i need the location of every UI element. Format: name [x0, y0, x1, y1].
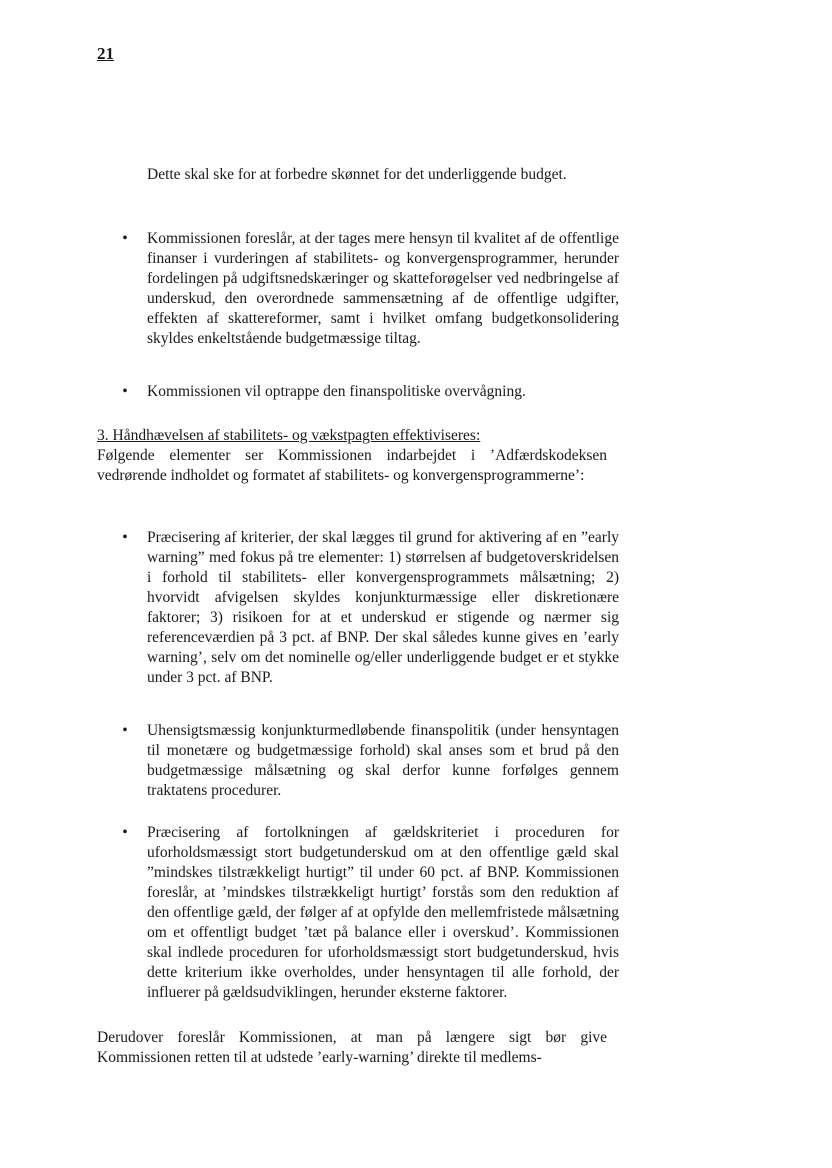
list-item-text: Uhensigtsmæssig konjunkturmedløbende finanspolitik (under hensyntagen til monetære og budgetmæssige forhold) skal anses som et brud på den budgetmæssige målsætning og skal derfor kunne forfølges gennem traktatens procedurer. — [147, 722, 619, 799]
closing-paragraph: Derudover foreslår Kommissionen, at man på længere sigt bør give Kommissionen retten til at udstede ’early-warning’ direkte til medlems- — [97, 1029, 607, 1066]
list-item — [122, 528, 619, 688]
section-intro-paragraph: Følgende elementer ser Kommissionen indarbejdet i ’Adfærdskodeksen vedrørende indholdet og formatet af stabilitets- og konvergensprogrammerne’: — [97, 447, 607, 484]
bullet-icon: • — [122, 722, 128, 739]
bullet-icon: • — [122, 230, 128, 247]
list-item-text: Kommissionen foreslår, at der tages mere hensyn til kvalitet af de offentlige finanser i vurderingen af stabilitets- og konvergensprogrammer, herunder fordelingen på udgiftsnedskæringer og skatteforøgelser ved nedbringelse af underskud, den overordnede sammensætning af de offentlige udgifter, effekten af skattereformer, samt i hvilket omfang budgetkonsolidering skyldes enkeltstående budgetmæssige tiltag. — [147, 230, 619, 347]
bullet-icon: • — [122, 529, 128, 546]
bullet-icon: • — [122, 824, 128, 841]
page-number: 21 — [97, 44, 114, 63]
section-heading: 3. Håndhævelsen af stabilitets- og vækstpagten effektiviseres: — [97, 427, 481, 444]
continuation-paragraph: Dette skal ske for at forbedre skønnet for det underliggende budget. — [147, 166, 567, 183]
list-item-text: Kommissionen vil optrappe den finanspolitiske overvågning. — [147, 383, 526, 400]
bullet-icon: • — [122, 383, 128, 400]
list-item — [122, 229, 619, 349]
list-item-text: Præcisering af kriterier, der skal lægges til grund for aktivering af en ”early warning” med fokus på tre elementer: 1) størrelsen af budgetoverskridelsen i forhold til stabilitets- eller konvergensprogrammets målsætning; 2) hvorvidt afvigelsen skyldes konjunkturmæssige eller diskretionære faktorer; 3) risikoen for at et underskud er stigende og nærmer sig referenceværdien på 3 pct. af BNP. Der skal således kunne gives en ’early warning’, selv om det nominelle og/eller underliggende budget er et stykke under 3 pct. af BNP. — [147, 529, 619, 686]
list-item — [122, 721, 619, 801]
list-item — [122, 382, 619, 402]
list-item-text: Præcisering af fortolkningen af gældskriteriet i proceduren for uforholdsmæssigt stort budgetunderskud om at den offentlige gæld skal ”mindskes tilstrækkeligt hurtigt” til under 60 pct. af BNP. Kommissionen foreslår, at ’mindskes tilstrækkeligt hurtigt’ forstås som den reduktion af den offentlige gæld, der følger af at opfylde den mellemfristede målsætning om et offentligt budget ’tæt på balance eller i overskud’. Kommissionen skal indlede proceduren for uforholdsmæssigt stort budgetunderskud, hvis dette kriterium ikke overholdes, under hensyntagen til alle forhold, der influerer på gældsudviklingen, herunder eksterne faktorer. — [147, 824, 619, 1001]
list-item — [122, 823, 619, 1003]
